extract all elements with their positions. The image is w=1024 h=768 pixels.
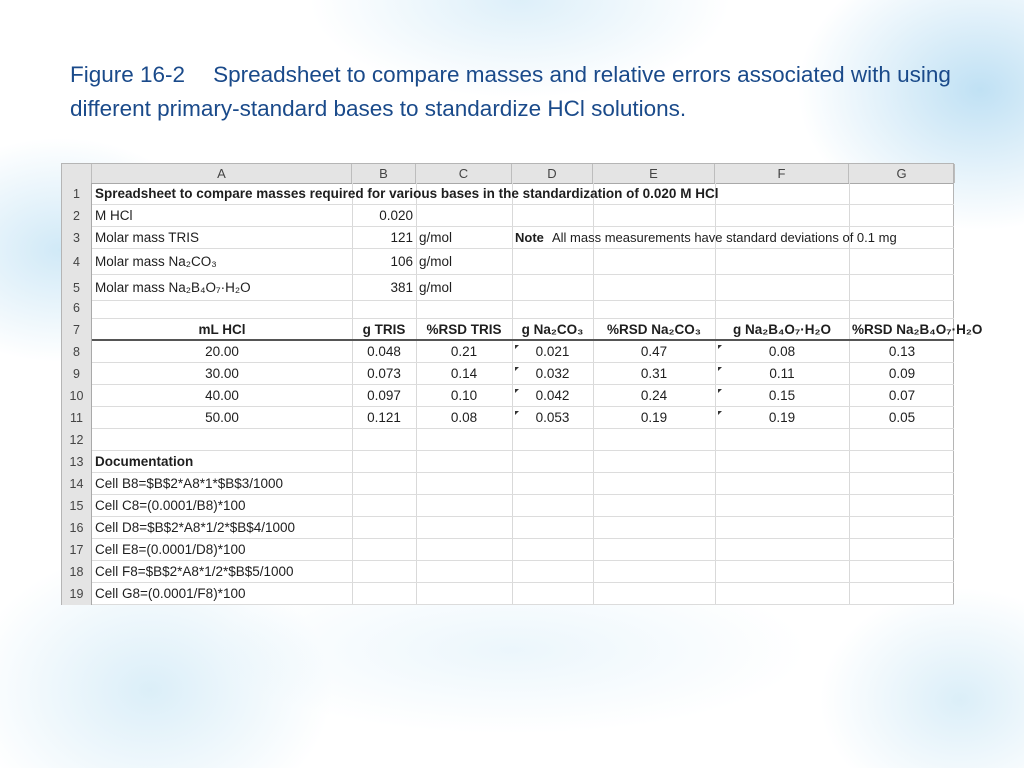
column-header-e[interactable]: E — [593, 164, 715, 183]
column-header-g[interactable]: G — [849, 164, 955, 183]
column-header-b[interactable]: B — [352, 164, 416, 183]
column-header-d[interactable]: D — [512, 164, 593, 183]
data-cell: 0.048 — [367, 344, 401, 359]
documentation-formula: Cell C8=(0.0001/B8)*100 — [95, 498, 246, 513]
param-label: M HCl — [95, 208, 133, 223]
cell-indicator-icon — [515, 411, 519, 415]
select-all-corner[interactable] — [62, 164, 92, 183]
row-header-11[interactable]: 11 — [62, 407, 92, 429]
row-header-2[interactable]: 2 — [62, 205, 92, 227]
param-unit: g/mol — [419, 230, 453, 245]
row-header-8[interactable]: 8 — [62, 341, 92, 363]
data-cell: 0.47 — [640, 344, 668, 359]
data-cell: 0.042 — [535, 388, 570, 403]
data-cell: 0.24 — [640, 388, 668, 403]
param-label: Molar mass TRIS — [95, 230, 200, 245]
data-cell: 0.11 — [769, 366, 795, 381]
param-value: 381 — [390, 280, 413, 295]
param-value: 0.020 — [379, 208, 413, 223]
cell-indicator-icon — [515, 367, 519, 371]
column-header-bar — [62, 164, 953, 184]
cell-indicator-icon — [718, 411, 722, 415]
grid-line-vertical — [416, 183, 417, 604]
row-header-18[interactable]: 18 — [62, 561, 92, 583]
data-cell: 0.07 — [888, 388, 916, 403]
param-unit — [419, 205, 509, 227]
cell-indicator-icon — [718, 367, 722, 371]
row-header-9[interactable]: 9 — [62, 363, 92, 385]
column-heading: %RSD Na₂B₄O₇·H₂O — [852, 322, 983, 337]
row-header-12[interactable]: 12 — [62, 429, 92, 451]
row-header-19[interactable]: 19 — [62, 583, 92, 605]
row-header-3[interactable]: 3 — [62, 227, 92, 249]
data-cell: 0.032 — [535, 366, 570, 381]
row-header-6[interactable]: 6 — [62, 297, 92, 319]
note-label: Note — [515, 230, 544, 245]
spreadsheet — [61, 163, 983, 605]
param-label: Molar mass Na₂CO₃ — [95, 254, 217, 269]
data-cell: 0.08 — [768, 344, 796, 359]
column-header-c[interactable]: C — [416, 164, 512, 183]
documentation-formula: Cell B8=$B$2*A8*1*$B$3/1000 — [95, 476, 284, 491]
grid-line-vertical — [512, 183, 513, 604]
documentation-title: Documentation — [95, 454, 194, 469]
data-cell: 0.21 — [450, 344, 478, 359]
row-header-7[interactable]: 7 — [62, 319, 92, 341]
figure-label: Figure 16-2 — [70, 62, 186, 87]
row-header-5[interactable]: 5 — [62, 275, 92, 301]
row-header-1[interactable]: 1 — [62, 183, 92, 205]
column-header-f[interactable]: F — [715, 164, 849, 183]
figure-caption — [70, 58, 970, 126]
column-heading: g Na₂CO₃ — [521, 322, 584, 337]
row-header-13[interactable]: 13 — [62, 451, 92, 473]
param-label: Molar mass Na₂B₄O₇·H₂O — [95, 280, 251, 295]
param-value: 121 — [390, 230, 413, 245]
column-heading: mL HCl — [198, 322, 246, 337]
column-heading: g TRIS — [362, 322, 406, 337]
row-header-15[interactable]: 15 — [62, 495, 92, 517]
documentation-formula: Cell G8=(0.0001/F8)*100 — [95, 586, 246, 601]
data-cell: 0.13 — [888, 344, 916, 359]
row-header-14[interactable]: 14 — [62, 473, 92, 495]
data-cell: 0.05 — [888, 410, 916, 425]
caption-text: Spreadsheet to compare masses and relative errors associated with using different primary-standard bases to standardize HCl solutions. — [70, 62, 951, 121]
param-unit: g/mol — [419, 280, 453, 295]
documentation-formula: Cell F8=$B$2*A8*1/2*$B$5/1000 — [95, 564, 294, 579]
documentation-formula: Cell E8=(0.0001/D8)*100 — [95, 542, 246, 557]
data-cell: 20.00 — [205, 344, 239, 359]
cell-indicator-icon — [718, 345, 722, 349]
data-cell: 0.073 — [367, 366, 401, 381]
data-cell: 0.053 — [535, 410, 570, 425]
sheet-title: Spreadsheet to compare masses required for various bases in the standardization of 0.020 M HCl — [95, 186, 719, 201]
row-header-16[interactable]: 16 — [62, 517, 92, 539]
row-header-17[interactable]: 17 — [62, 539, 92, 561]
data-cell: 0.121 — [367, 410, 401, 425]
column-header-a[interactable]: A — [92, 164, 352, 183]
param-unit: g/mol — [419, 254, 453, 269]
data-cell: 50.00 — [205, 410, 239, 425]
data-cell: 40.00 — [205, 388, 239, 403]
data-cell: 0.19 — [768, 410, 796, 425]
data-cell: 0.10 — [450, 388, 478, 403]
column-heading: g Na₂B₄O₇·H₂O — [732, 322, 832, 337]
cell-indicator-icon — [718, 389, 722, 393]
cell-indicator-icon — [515, 389, 519, 393]
data-cell: 30.00 — [205, 366, 239, 381]
documentation-formula: Cell D8=$B$2*A8*1/2*$B$4/1000 — [95, 520, 296, 535]
data-cell: 0.14 — [450, 366, 478, 381]
cell-indicator-icon — [515, 345, 519, 349]
data-cell: 0.021 — [535, 344, 570, 359]
data-cell: 0.15 — [768, 388, 796, 403]
param-value: 106 — [390, 254, 413, 269]
column-heading: %RSD Na₂CO₃ — [606, 322, 701, 337]
column-heading: %RSD TRIS — [426, 322, 502, 337]
data-cell: 0.08 — [450, 410, 478, 425]
row-header-4[interactable]: 4 — [62, 249, 92, 275]
data-cell: 0.09 — [888, 366, 916, 381]
data-cell: 0.097 — [367, 388, 401, 403]
row-header-10[interactable]: 10 — [62, 385, 92, 407]
data-cell: 0.31 — [640, 366, 668, 381]
note-text: All mass measurements have standard deviations of 0.1 mg — [552, 230, 897, 245]
data-cell: 0.19 — [640, 410, 668, 425]
